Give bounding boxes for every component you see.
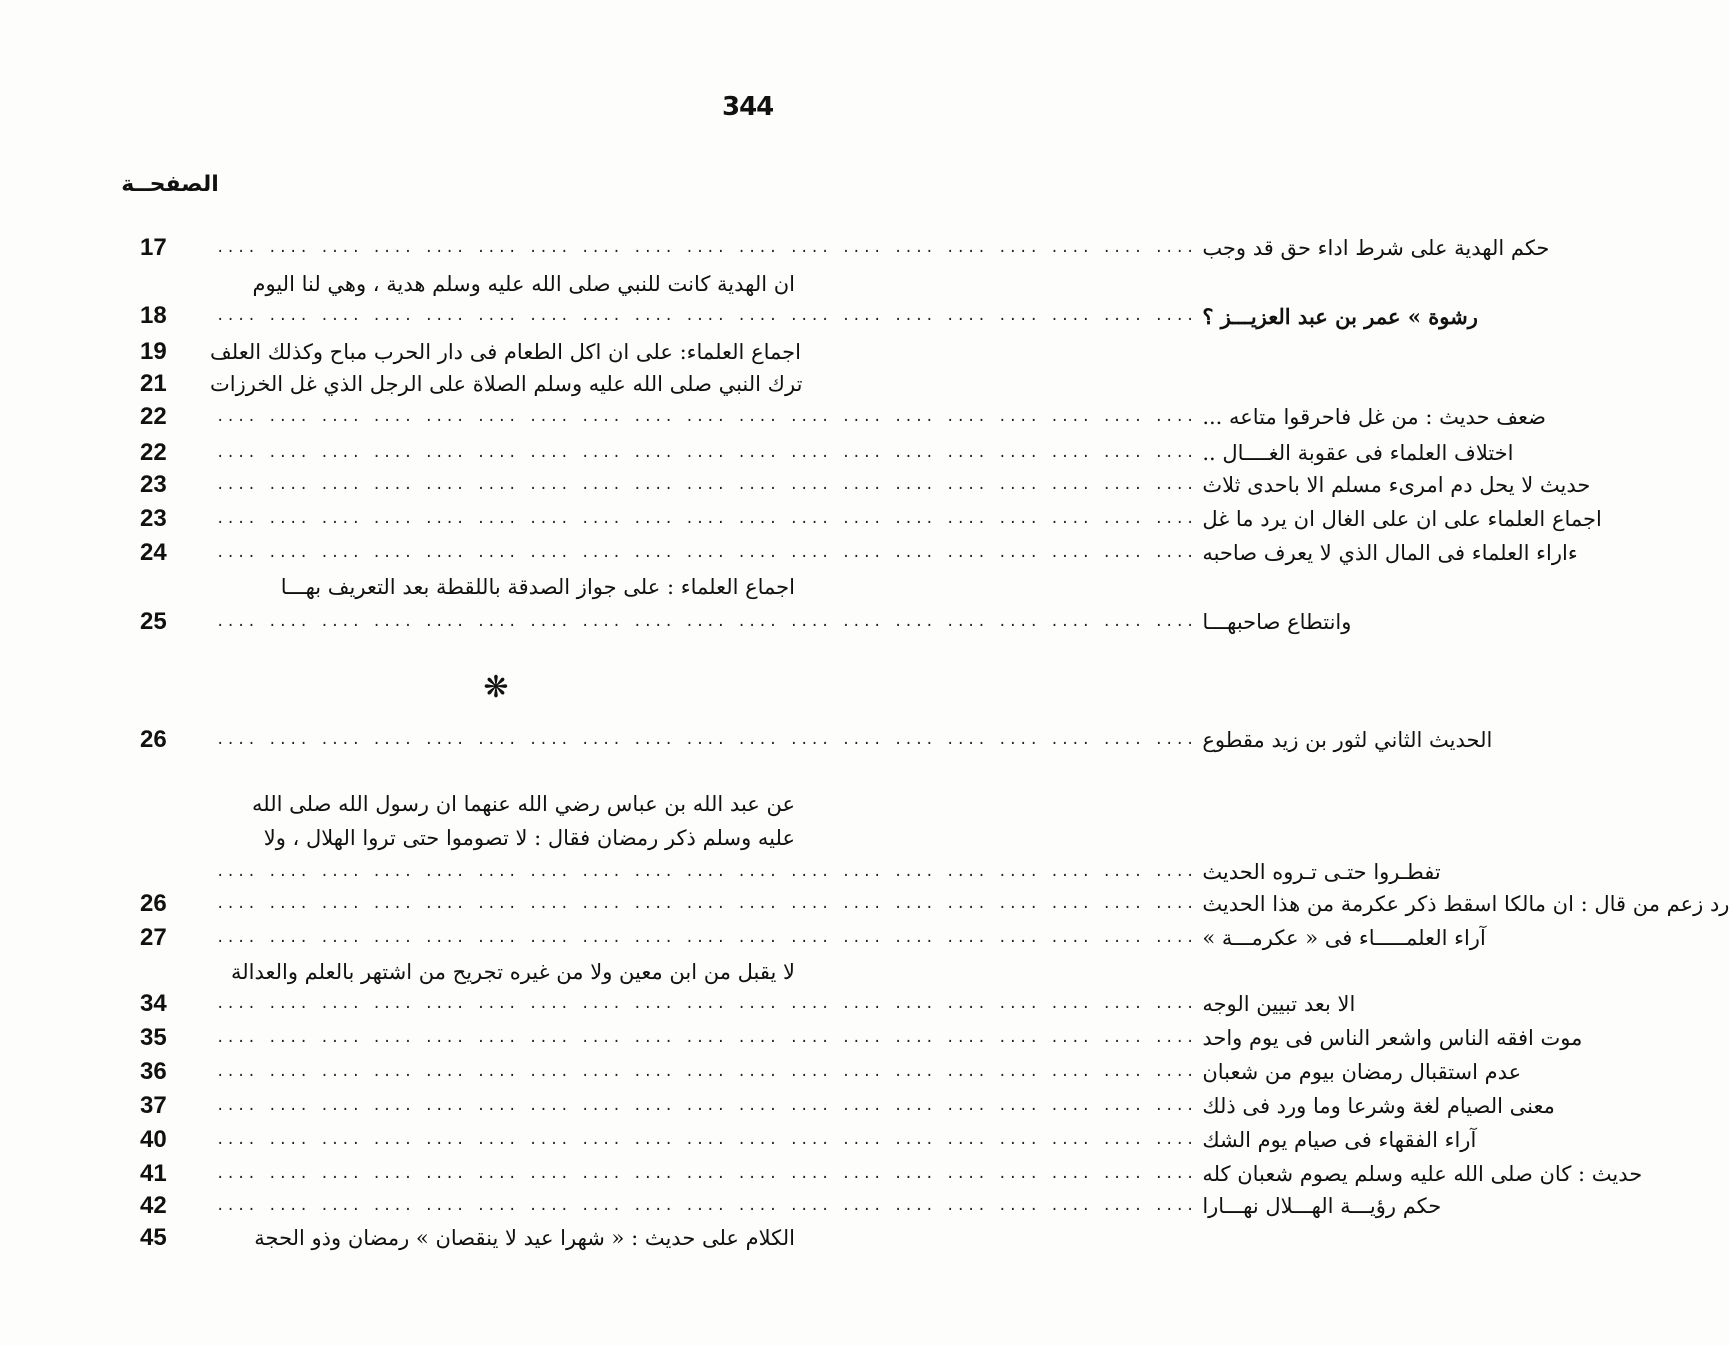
toc-entry (140, 956, 795, 988)
toc-entry (140, 788, 795, 820)
toc-leader-dots: .... .... .... .... .... .... .... .... .... .... .... .... .... .... .... .... .... .... .... (216, 1064, 1197, 1080)
toc-entry-title: آراء الفقهاء فى صيام يوم الشك (1202, 1128, 1477, 1152)
toc-leader-dots: .... .... .... .... .... .... .... .... .... .... .... .... .... .... .... .... .... .... .... (216, 864, 1197, 880)
toc-entry (140, 437, 1514, 469)
toc-entry-title: رشوة » عمر بن عبد العزيـــز ؟ (1202, 303, 1478, 329)
toc-entry-title: آراء العلمـــــاء فى « عكرمـــة » (1202, 926, 1486, 950)
toc-entry (140, 888, 1729, 920)
toc-page-number: 45 (140, 1224, 167, 1251)
toc-page-number: 34 (140, 990, 167, 1017)
toc-entry (140, 268, 795, 300)
toc-entry-title: ان الهدية كانت للنبي صلى الله عليه وسلم هدية ، وهي لنا اليوم (252, 272, 795, 296)
toc-leader-dots: .... .... .... .... .... .... .... .... .... .... .... .... .... .... .... .... .... .... .... (216, 445, 1197, 461)
toc-entry-body (210, 304, 1478, 329)
toc-leader-dots: .... .... .... .... .... .... .... .... .... .... .... .... .... .... .... .... .... .... .... (216, 1198, 1197, 1214)
toc-page-number: 26 (140, 890, 167, 917)
toc-entry-title: حديث : كان صلى الله عليه وسلم يصوم شعبان كله (1202, 1162, 1643, 1186)
toc-entry-title: الحديث الثاني لثور بن زيد مقطوع (1202, 728, 1493, 752)
toc-entry-title: حكم رؤيـــة الهـــلال نهـــارا (1202, 1194, 1442, 1218)
toc-entry (140, 368, 803, 400)
toc-entry (140, 1090, 1555, 1122)
toc-entry-body (210, 340, 801, 364)
toc-entry-body (210, 610, 1351, 634)
toc-leader-dots: .... .... .... .... .... .... .... .... .... .... .... .... .... .... .... .... .... .... .... (216, 477, 1197, 493)
toc-entry-title: اجماع العلماء: على ان اكل الطعام فى دار الحرب مباح وكذلك العلف (210, 340, 801, 364)
toc-entry-body (210, 1094, 1555, 1118)
toc-entry-body (210, 575, 795, 599)
toc-entry (140, 537, 1578, 569)
toc-entry-body (210, 441, 1514, 465)
toc-entry-title: تفطـروا حتـى تـروه الحديث (1202, 860, 1441, 884)
toc-entry-body (210, 272, 795, 296)
page-number: 344 (722, 92, 774, 122)
toc-entry (140, 1056, 1522, 1088)
toc-entry-body (210, 236, 1549, 260)
toc-entry (140, 1124, 1477, 1156)
toc-entry-title: ضعف حديث : من غل فاحرقوا متاعه ... (1202, 405, 1546, 429)
toc-page-number: 41 (140, 1160, 167, 1187)
toc-entry-body (210, 1128, 1476, 1152)
toc-entry (140, 724, 1493, 756)
toc-entry (140, 1022, 1583, 1054)
section-separator-asterisk: ❋ (483, 670, 509, 705)
toc-leader-dots: .... .... .... .... .... .... .... .... .... .... .... .... .... .... .... .... .... .... .... (216, 614, 1197, 630)
toc-entry-title: الكلام على حديث : « شهرا عيد لا ينقصان » رمضان وذو الحجة (254, 1226, 795, 1250)
toc-entry-body (210, 892, 1729, 916)
toc-leader-dots: .... .... .... .... .... .... .... .... .... .... .... .... .... .... .... .... .... .... .... (216, 1132, 1197, 1148)
toc-page-number: 25 (140, 608, 167, 635)
toc-entry (140, 503, 1602, 535)
toc-entry-title: اجماع العلماء على ان على الغال ان يرد ما غل (1202, 507, 1602, 531)
toc-entry-body (210, 960, 795, 984)
toc-entry-body (210, 1226, 795, 1250)
toc-page-number: 21 (140, 370, 167, 397)
toc-entry-body (210, 926, 1486, 950)
toc-entry-title: عليه وسلم ذكر رمضان فقال : لا تصوموا حتى تروا الهلال ، ولا (263, 826, 795, 850)
toc-entry-title: ترك النبي صلى الله عليه وسلم الصلاة على الرجل الذي غل الخرزات (210, 372, 803, 396)
toc-page-number: 24 (140, 539, 167, 566)
toc-page-number: 18 (140, 302, 167, 329)
toc-entry-body (210, 1026, 1582, 1050)
toc-entry (140, 1222, 795, 1254)
toc-entry-body (210, 372, 802, 396)
toc-entry (140, 300, 1478, 332)
toc-entry-body (210, 405, 1546, 429)
toc-entry (140, 606, 1352, 638)
toc-entry-body (210, 860, 1441, 884)
toc-entry (140, 922, 1486, 954)
toc-entry-body (210, 826, 795, 850)
toc-leader-dots: .... .... .... .... .... .... .... .... .... .... .... .... .... .... .... .... .... .... .... (216, 896, 1197, 912)
toc-page-number: 23 (140, 505, 167, 532)
toc-entry-title: حديث لا يحل دم امرىء مسلم الا باحدى ثلاث (1202, 473, 1591, 497)
toc-page-number: 26 (140, 726, 167, 753)
toc-leader-dots: .... .... .... .... .... .... .... .... .... .... .... .... .... .... .... .... .... .... .... (216, 308, 1197, 324)
toc-page-number: 17 (140, 234, 167, 261)
toc-entry (140, 856, 1441, 888)
toc-entry (140, 1158, 1643, 1190)
toc-entry-title: عن عبد الله بن عباس رضي الله عنهما ان رسول الله صلى الله (252, 792, 795, 816)
toc-entry-title: حكم الهدية على شرط اداء حق قد وجب (1202, 236, 1550, 260)
toc-entry-title: الا بعد تبيين الوجه (1202, 992, 1356, 1016)
toc-entry (140, 988, 1356, 1020)
toc-entry-title: عدم استقبال رمضان بيوم من شعبان (1202, 1060, 1522, 1084)
toc-page-number: 22 (140, 403, 167, 430)
toc-entry-body (210, 728, 1492, 752)
toc-page-number: 37 (140, 1092, 167, 1119)
toc-leader-dots: .... .... .... .... .... .... .... .... .... .... .... .... .... .... .... .... .... .... .... (216, 732, 1197, 748)
toc-entry (140, 1190, 1442, 1222)
toc-entry-body (210, 792, 795, 816)
toc-entry-title: وانتطاع صاحبهـــا (1202, 610, 1352, 634)
toc-entry-title: معنى الصيام لغة وشرعا وما ورد فى ذلك (1202, 1094, 1555, 1118)
toc-entry (140, 232, 1550, 264)
toc-entry-title: رد زعم من قال : ان مالكا اسقط ذكر عكرمة من هذا الحديث (1202, 892, 1729, 916)
toc-entry (140, 469, 1591, 501)
toc-leader-dots: .... .... .... .... .... .... .... .... .... .... .... .... .... .... .... .... .... .... .... (216, 1030, 1197, 1046)
toc-entry-body (210, 541, 1578, 565)
toc-page-number: 22 (140, 439, 167, 466)
toc-page-number: 27 (140, 924, 167, 951)
toc-leader-dots: .... .... .... .... .... .... .... .... .... .... .... .... .... .... .... .... .... .... .... (216, 545, 1197, 561)
toc-entry-body (210, 1060, 1521, 1084)
toc-leader-dots: .... .... .... .... .... .... .... .... .... .... .... .... .... .... .... .... .... .... .... (216, 511, 1197, 527)
toc-entry-body (210, 507, 1602, 531)
toc-page-number: 35 (140, 1024, 167, 1051)
toc-page-number: 23 (140, 471, 167, 498)
toc-entry-body (210, 992, 1355, 1016)
toc-entry-title: اجماع العلماء : على جواز الصدقة باللقطة بعد التعريف بهـــا (280, 575, 795, 599)
toc-page-number: 40 (140, 1126, 167, 1153)
toc-entry-title: لا يقبل من ابن معين ولا من غيره تجريح من اشتهر بالعلم والعدالة (230, 960, 795, 984)
toc-leader-dots: .... .... .... .... .... .... .... .... .... .... .... .... .... .... .... .... .... .... .... (216, 930, 1197, 946)
page-column-header: الصفحــة (121, 172, 219, 197)
toc-entry (140, 571, 795, 603)
toc-page-number: 42 (140, 1192, 167, 1219)
toc-leader-dots: .... .... .... .... .... .... .... .... .... .... .... .... .... .... .... .... .... .... .... (216, 996, 1197, 1012)
toc-entry-title: اختلاف العلماء فى عقوبة الغــــال .. (1202, 441, 1514, 465)
toc-entry-body (210, 1162, 1642, 1186)
toc-entry-title: ءاراء العلماء فى المال الذي لا يعرف صاحبه (1202, 541, 1578, 565)
toc-entry (140, 822, 795, 854)
toc-entry (140, 401, 1546, 433)
toc-entry-body (210, 473, 1590, 497)
toc-page-number: 19 (140, 338, 167, 365)
toc-leader-dots: .... .... .... .... .... .... .... .... .... .... .... .... .... .... .... .... .... .... .... (216, 1098, 1197, 1114)
toc-leader-dots: .... .... .... .... .... .... .... .... .... .... .... .... .... .... .... .... .... .... .... (216, 1166, 1197, 1182)
toc-leader-dots: .... .... .... .... .... .... .... .... .... .... .... .... .... .... .... .... .... .... .... (216, 409, 1197, 425)
toc-page-number: 36 (140, 1058, 167, 1085)
toc-entry-title: موت افقه الناس واشعر الناس فى يوم واحد (1202, 1026, 1583, 1050)
toc-entry (140, 336, 801, 368)
toc-entry-body (210, 1194, 1441, 1218)
toc-leader-dots: .... .... .... .... .... .... .... .... .... .... .... .... .... .... .... .... .... .... .... (216, 240, 1197, 256)
